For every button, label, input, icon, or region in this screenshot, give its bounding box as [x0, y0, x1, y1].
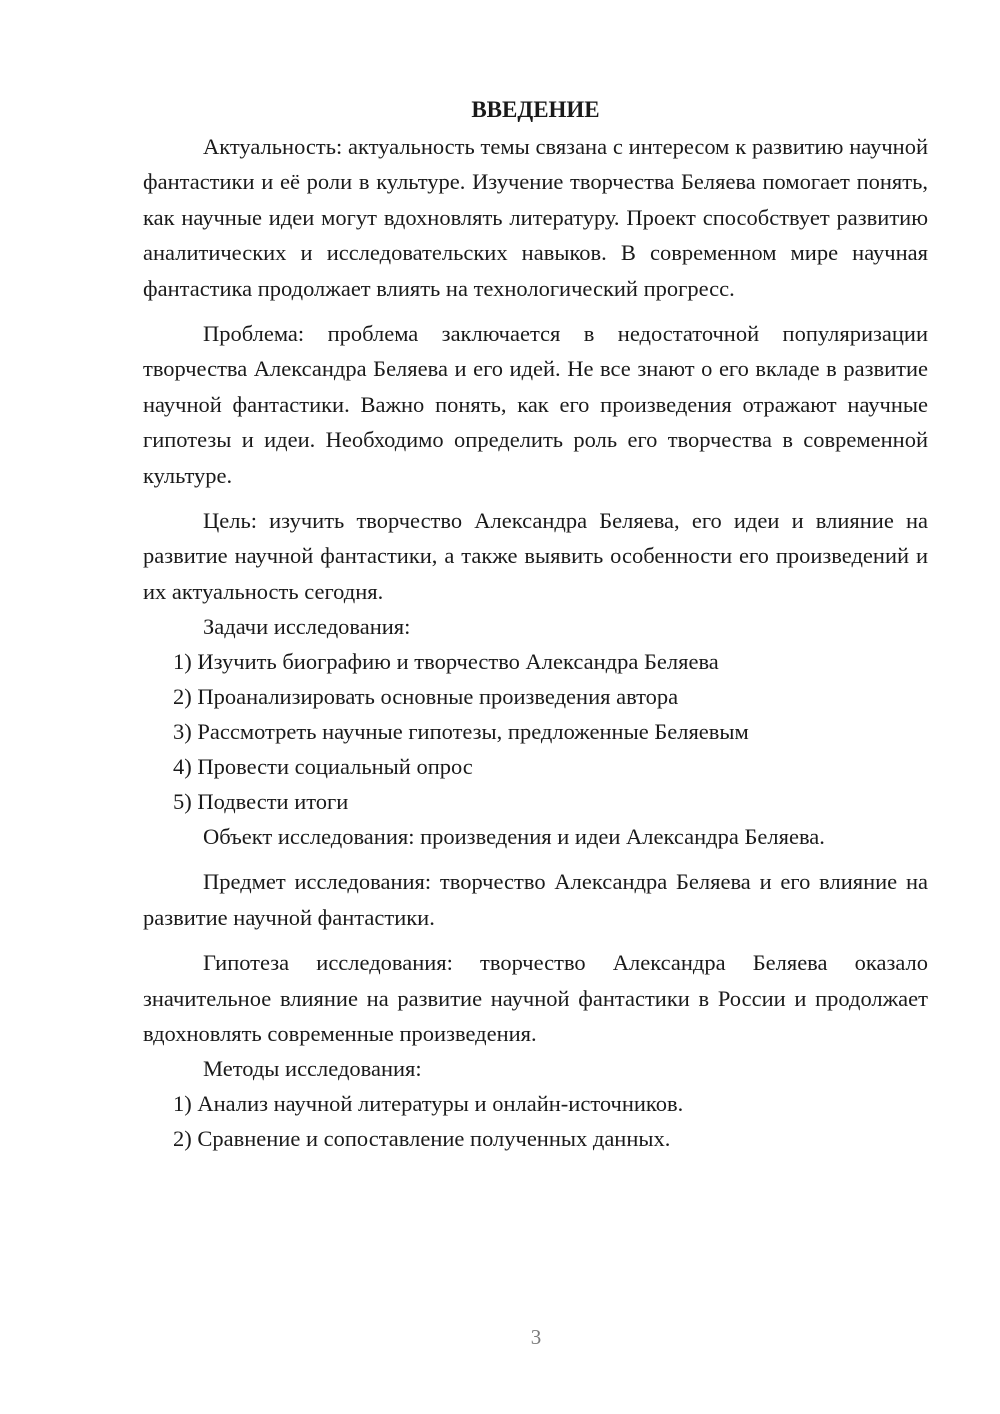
methods-title: Методы исследования:: [203, 1056, 422, 1082]
hypothesis-paragraph: Гипотеза исследования: творчество Александра Беляева оказало значительное влияние на развитие научной фантастики в России и продолжает вдохновлять современные произведения.: [143, 950, 928, 1046]
list-item: 1) Изучить биографию и творчество Александра Беляева: [173, 649, 719, 675]
problem-paragraph: Проблема: проблема заключается в недостаточной популяризации творчества Александра Беляева и его идей. Не все знают о его вкладе в развитие научной фантастики. Важно понять, как его произведения отражают научные гипотезы и идеи. Необходимо определить роль его творчества в современной культуре.: [143, 321, 928, 488]
list-item: 2) Сравнение и сопоставление полученных данных.: [173, 1126, 671, 1152]
section-heading: ВВЕДЕНИЕ: [471, 97, 600, 122]
subject-paragraph: Предмет исследования: творчество Александра Беляева и его влияние на развитие научной фантастики.: [143, 869, 928, 930]
list-item: 4) Провести социальный опрос: [173, 754, 473, 780]
list-item: 2) Проанализировать основные произведения автора: [173, 684, 679, 710]
list-item: 5) Подвести итоги: [173, 789, 349, 815]
methods-list: [143, 1086, 928, 1156]
page-number: 3: [530, 1325, 542, 1349]
relevance-paragraph: Актуальность: актуальность темы связана с интересом к развитию научной фантастики и её роли в культуре. Изучение творчества Беляева помогает понять, как научные идеи могут вдохновлять литературу. Проект способствует развитию аналитических и исследовательских навыков. В современном мире научная фантастика продолжает влиять на технологический прогресс.: [143, 134, 928, 301]
tasks-list: [143, 644, 928, 819]
list-item: 3) Рассмотреть научные гипотезы, предложенные Беляевым: [173, 719, 749, 745]
tasks-title: Задачи исследования:: [203, 614, 411, 640]
object-paragraph: Объект исследования: произведения и идеи Александра Беляева.: [203, 824, 825, 850]
goal-paragraph: Цель: изучить творчество Александра Беляева, его идеи и влияние на развитие научной фантастики, а также выявить особенности его произведений и их актуальность сегодня.: [143, 508, 928, 604]
document-page: [143, 92, 928, 1156]
list-item: 1) Анализ научной литературы и онлайн-источников.: [173, 1091, 684, 1117]
